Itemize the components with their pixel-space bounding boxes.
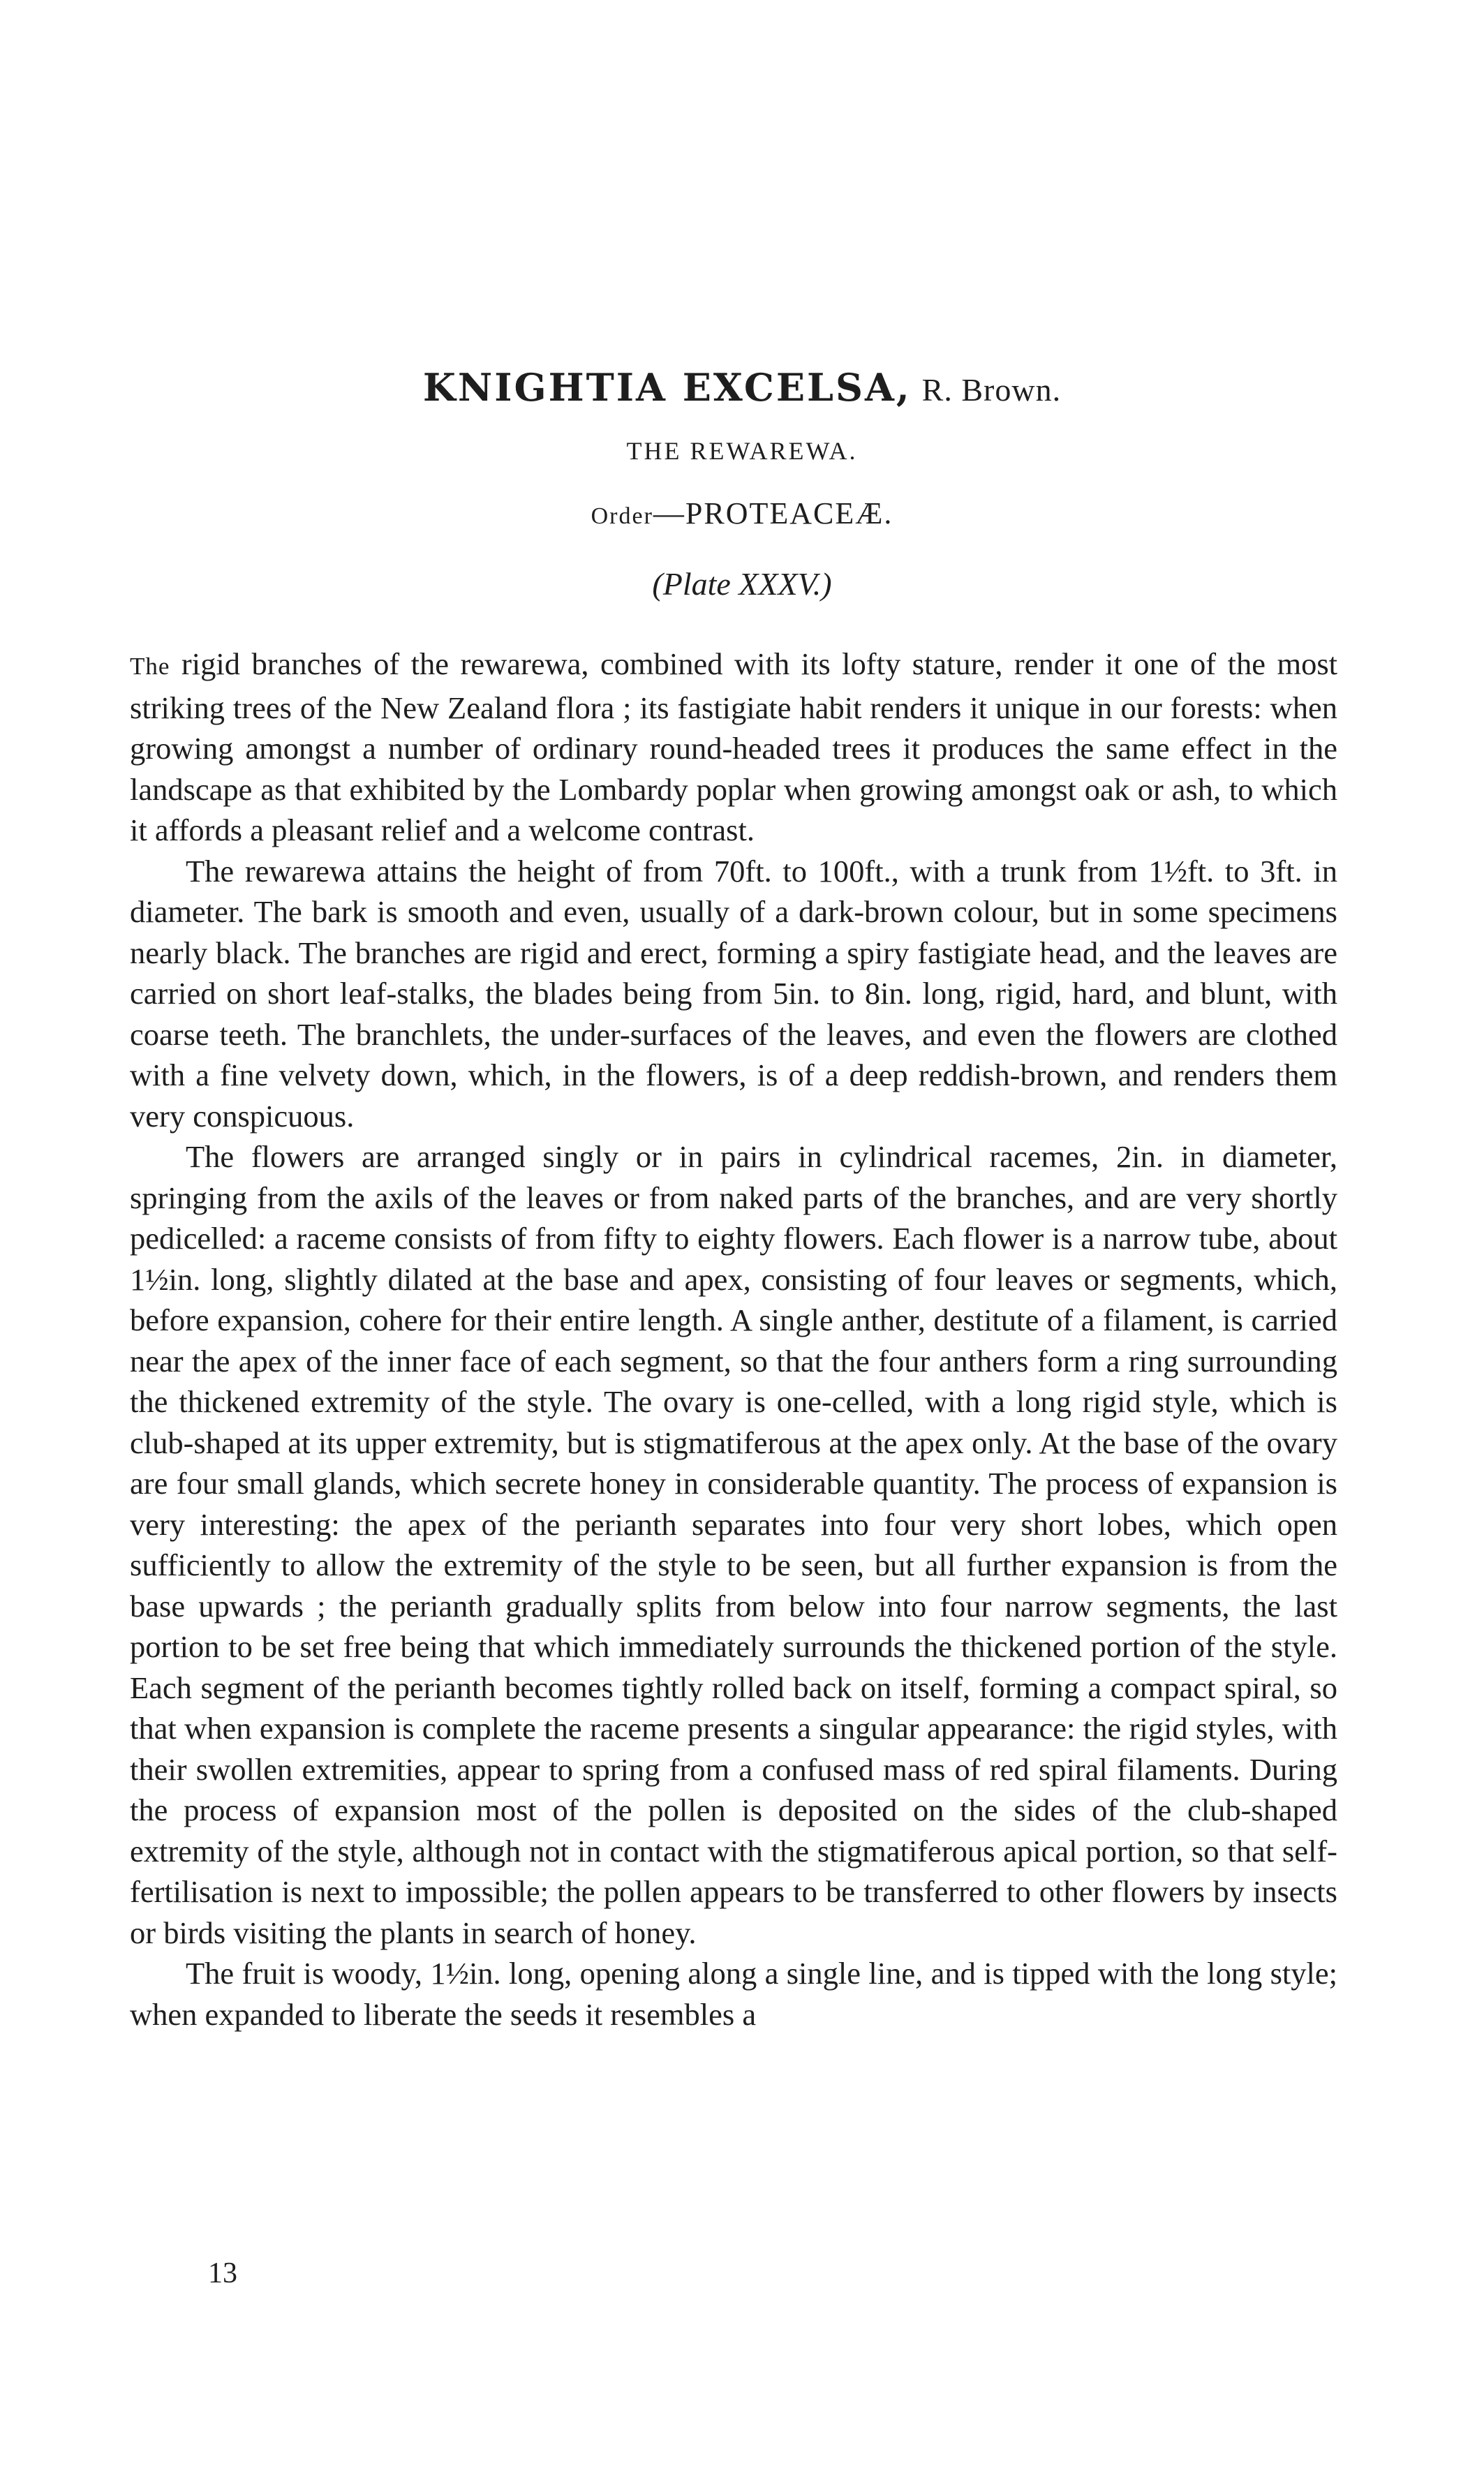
order-dash: — bbox=[653, 496, 685, 530]
order-name: PROTEACEÆ. bbox=[685, 496, 893, 530]
species-author: R. Brown. bbox=[921, 372, 1062, 408]
paragraph-4: The fruit is woody, 1½in. long, opening along a single line, and is tipped with the long style; when expanded to liberate the seeds it resembles a bbox=[130, 1956, 1337, 2032]
common-name: THE REWAREWA. bbox=[626, 437, 858, 465]
paragraph-1-opening-word: The bbox=[130, 653, 170, 680]
paragraph-3: The flowers are arranged singly or in pairs in cylindrical racemes, 2in. in diameter, springing from the axils of the leaves or from naked parts of the branches, and are very shortly pedicelled: a raceme consists of from fifty to eighty flowers. Each flower is a narrow tube, about 1½in. long, slightly dilated at the base and apex, consisting of four leaves or segments, which, before expansion, cohere for their entire length. A single anther, destitute of a filament, is carried near the apex of the inner face of each segment, so that the four anthers form a ring surrounding the thickened extremity of the style. The ovary is one-celled, with a long rigid style, which is club-shaped at its upper extremity, but is stigmatiferous at the apex only. At the base of the ovary are four small glands, which secrete honey in considerable quantity. The process of expansion is very interesting: the apex of the perianth separates into four very short lobes, which open sufficiently to allow the extremity of the style to be seen, but all further expansion is from the base upwards ; the perianth gradually splits from below into four narrow segments, the last portion to be set free being that which immediately surrounds the thickened portion of the style. Each segment of the perianth becomes tightly rolled back on itself, forming a compact spiral, so that when expansion is complete the raceme presents a singular appearance: the rigid styles, with their swollen extremities, appear to spring from a confused mass of red spiral filaments. During the process of expansion most of the pollen is deposited on the sides of the club-shaped extremity of the style, although not in contact with the stigmatiferous apical portion, so that self-fertilisation is next to impossible; the pollen appears to be transferred to other flowers by insects or birds visiting the plants in search of honey. bbox=[130, 1139, 1337, 1950]
page-number: 13 bbox=[208, 2257, 237, 2289]
paragraph-2: The rewarewa attains the height of from 70ft. to 100ft., with a trunk from 1½ft. to 3ft. in diameter. The bark is smooth and even, usually of a dark-brown colour, but in some specimens nearly black. The branches are rigid and erect, forming a spiry fastigiate head, and the leaves are carried on short leaf-stalks, the blades being from 5in. to 8in. long, rigid, hard, and blunt, with coarse teeth. The branchlets, the under-surfaces of the leaves, and even the flowers are clothed with a fine velvety down, which, in the flowers, is of a deep reddish-brown, and renders them very conspicuous. bbox=[130, 853, 1337, 1134]
species-title bbox=[0, 363, 1484, 415]
order-label: Order bbox=[591, 503, 653, 529]
paragraph-1 bbox=[130, 644, 1337, 851]
species-binomial: KNIGHTIA EXCELSA, bbox=[422, 365, 912, 410]
paragraph-1-text: rigid branches of the rewarewa, combined with its lofty stature, render it one of the most striking trees of the New Zealand flora ; its fastigiate habit renders it unique in our forests: when growing amongst a number of ordinary round-headed trees it produces the same effect in the landscape as that exhibited by the Lombardy poplar when growing amongst oak or ash, to which it affords a pleasant relief and a welcome contrast. bbox=[130, 646, 1337, 847]
plate-reference: (Plate XXXV.) bbox=[652, 566, 832, 602]
body-text bbox=[130, 644, 1337, 2035]
order-line bbox=[0, 494, 1484, 536]
